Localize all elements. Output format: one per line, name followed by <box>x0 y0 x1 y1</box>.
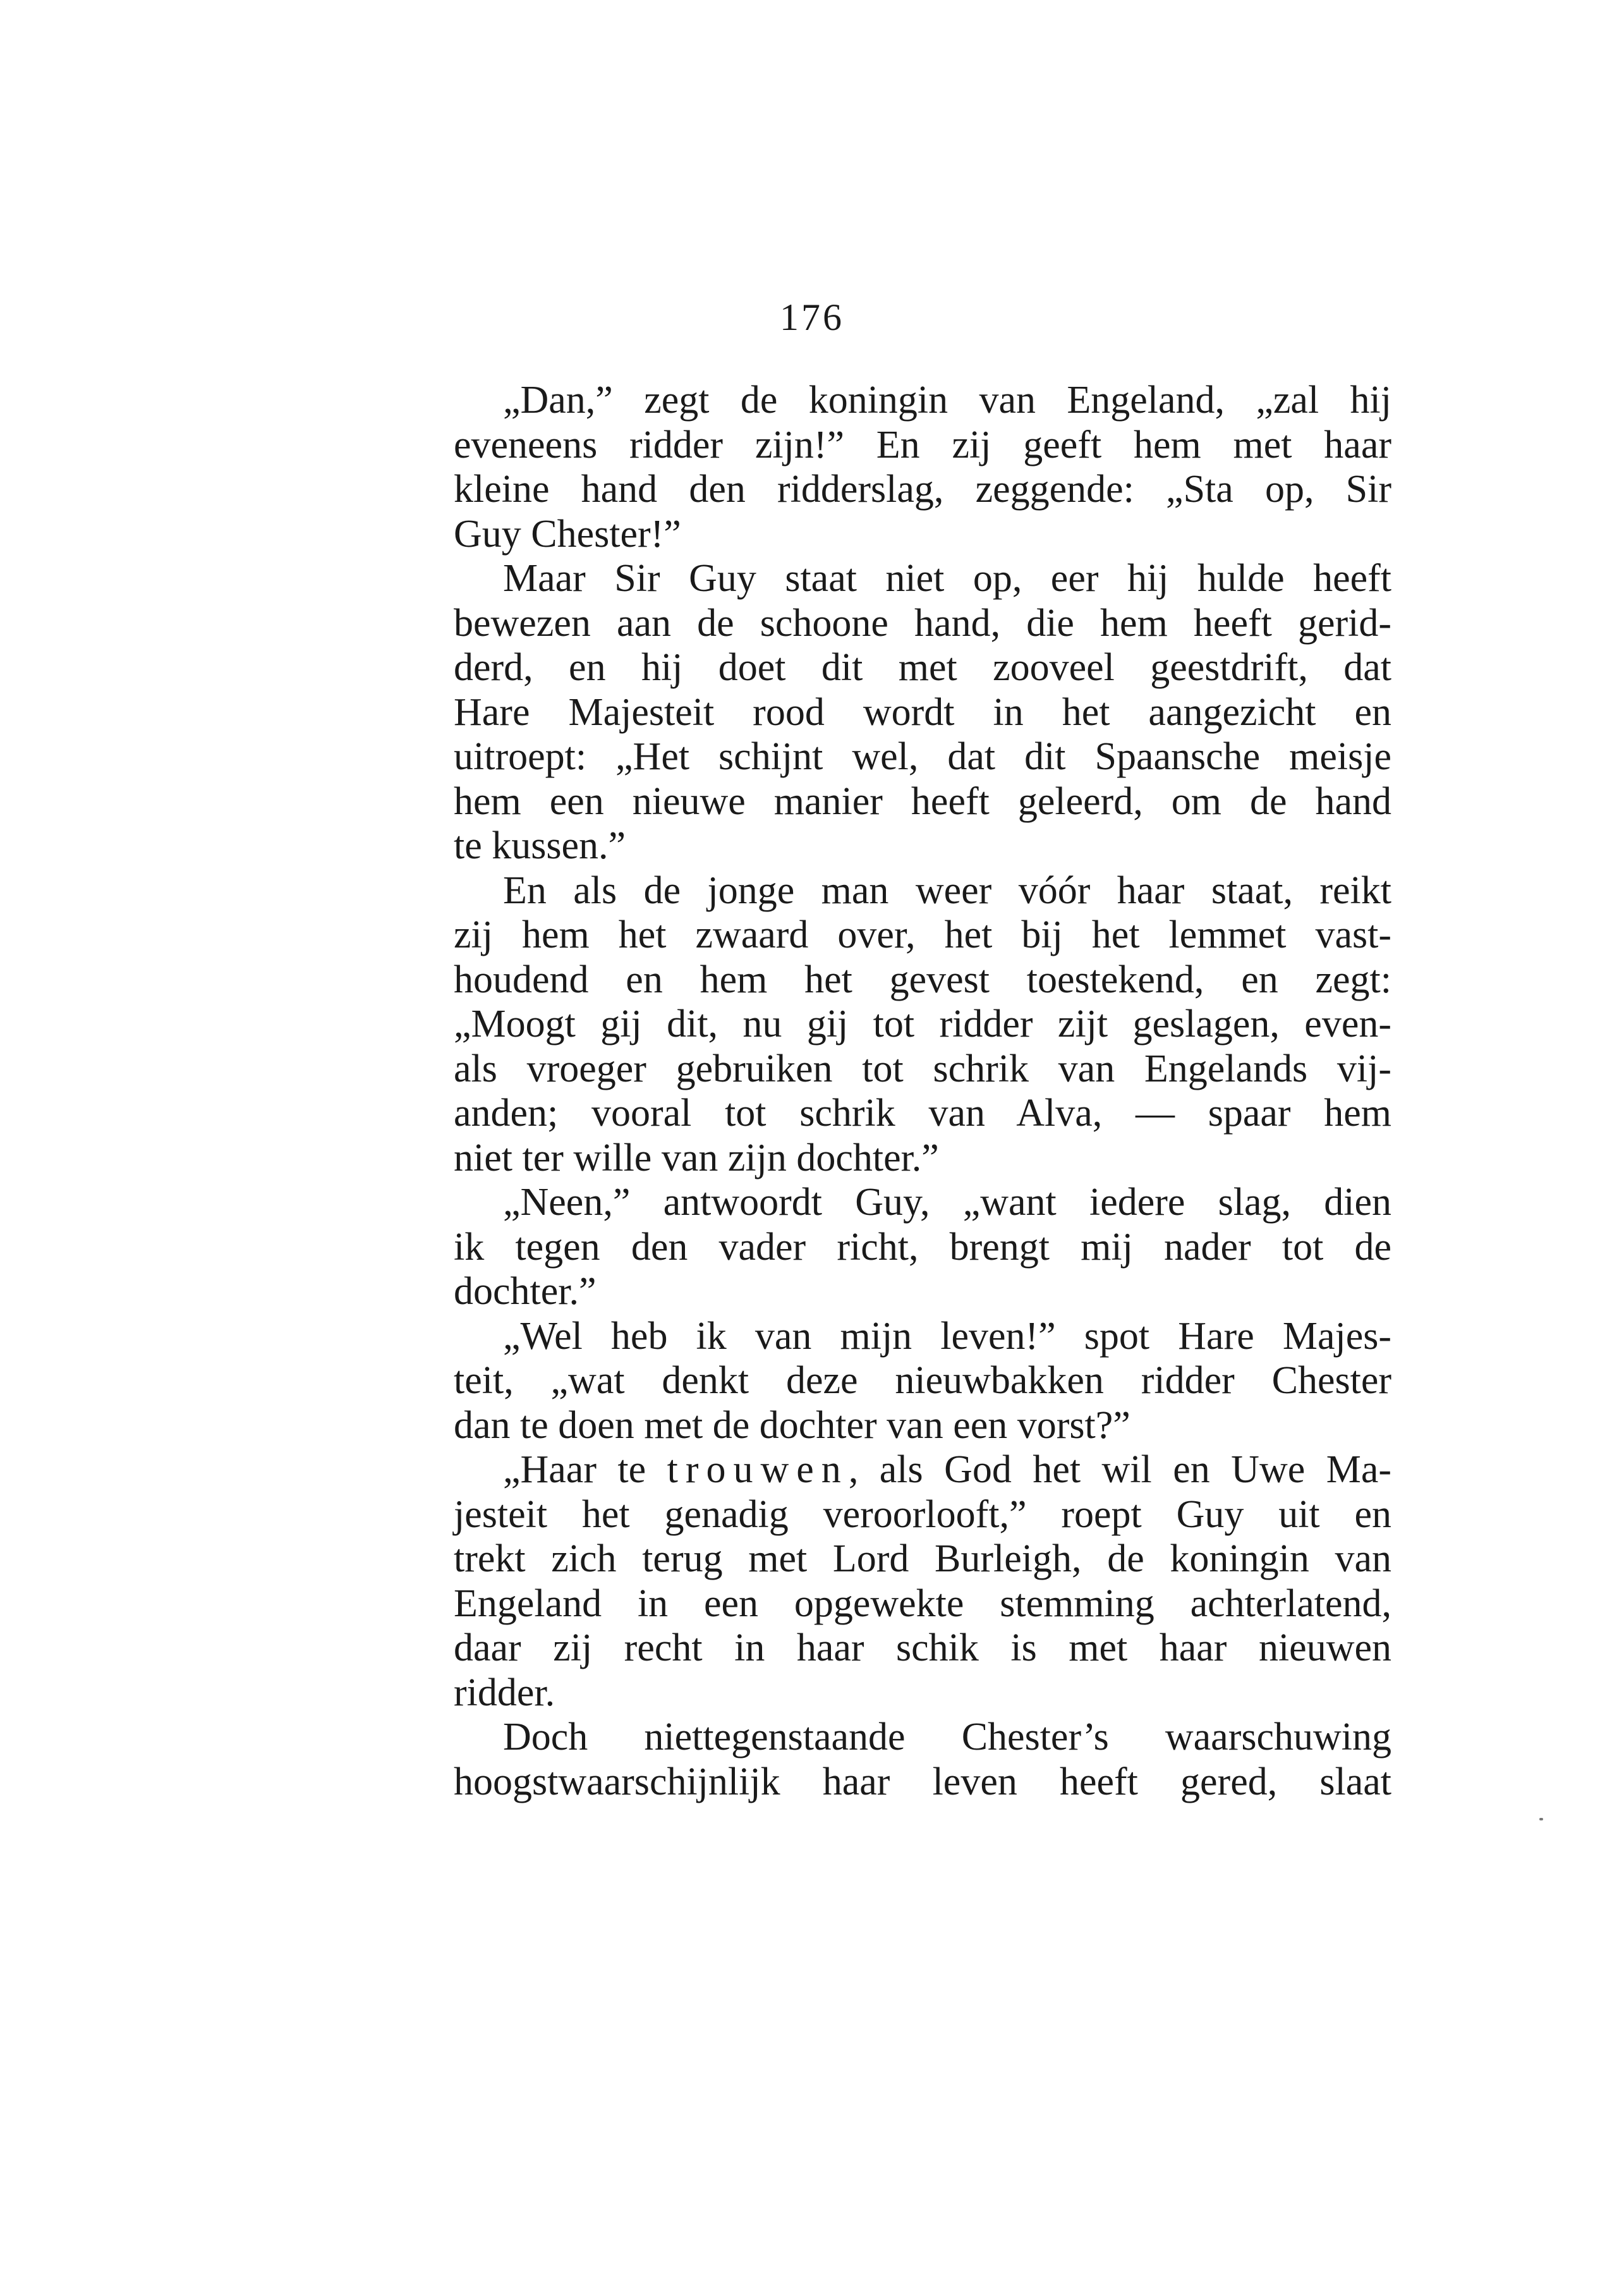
text-line: anden; vooral tot schrik van Alva, — spaar hem <box>454 1092 1391 1135</box>
text-line: te kussen.” <box>454 824 626 867</box>
text-line: trekt zich terug met Lord Burleigh, de koningin van <box>454 1537 1391 1580</box>
text-line: houdend en hem het gevest toestekend, en zegt: <box>454 958 1391 1001</box>
text-line: zij hem het zwaard over, het bij het lemmet vast- <box>454 913 1391 956</box>
text-line: dochter.” <box>454 1270 597 1313</box>
text-line: „Neen,” antwoordt Guy, „want iedere slag, dien <box>503 1181 1391 1224</box>
text-line: uitroept: „Het schijnt wel, dat dit Spaansche meisje <box>454 735 1391 778</box>
text-line: teit, „wat denkt deze nieuwbakken ridder Chester <box>454 1359 1391 1402</box>
text-line: eveneens ridder zijn!” En zij geeft hem met haar <box>454 423 1391 466</box>
text-line: bewezen aan de schoone hand, die hem heeft gerid- <box>454 601 1391 645</box>
text-line: jesteit het genadig veroorlooft,” roept Guy uit en <box>454 1492 1391 1536</box>
text-line: Hare Majesteit rood wordt in het aangezicht en <box>454 690 1391 734</box>
paper-speck <box>1539 1818 1543 1820</box>
text-segment: , als God het wil en Uwe Ma- <box>848 1448 1391 1491</box>
text-line: ridder. <box>454 1671 555 1714</box>
emphasized-word: trouwen <box>667 1448 849 1491</box>
text-line <box>454 1447 1391 1492</box>
text-line: niet ter wille van zijn dochter.” <box>454 1136 939 1179</box>
text-line: „Moogt gij dit, nu gij tot ridder zijt geslagen, even- <box>454 1002 1391 1045</box>
text-line: Maar Sir Guy staat niet op, eer hij hulde heeft <box>503 557 1391 600</box>
text-line: Guy Chester!” <box>454 512 681 556</box>
text-line: hoogstwaarschijnlijk haar leven heeft gered, slaat <box>454 1760 1391 1803</box>
text-line: kleine hand den ridderslag, zeggende: „Sta op, Sir <box>454 468 1391 511</box>
text-line: Engeland in een opgewekte stemming achterlatend, <box>454 1581 1391 1625</box>
text-line: als vroeger gebruiken tot schrik van Engelands vij- <box>454 1047 1391 1090</box>
text-line: Doch niettegenstaande Chester’s waarschuwing <box>503 1715 1391 1758</box>
text-line: daar zij recht in haar schik is met haar nieuwen <box>454 1626 1391 1669</box>
text-line: „Dan,” zegt de koningin van Engeland, „zal hij <box>503 379 1391 422</box>
text-segment: „Haar te <box>503 1448 667 1491</box>
text-line: derd, en hij doet dit met zooveel geestdrift, dat <box>454 646 1391 689</box>
text-line: En als de jonge man weer vóór haar staat, reikt <box>503 868 1391 912</box>
body-text <box>454 378 1391 1804</box>
page-number: 176 <box>780 296 844 338</box>
text-line: „Wel heb ik van mijn leven!” spot Hare Majes- <box>503 1314 1391 1358</box>
text-line: hem een nieuwe manier heeft geleerd, om de hand <box>454 779 1391 823</box>
text-line: dan te doen met de dochter van een vorst?” <box>454 1403 1130 1447</box>
text-line: ik tegen den vader richt, brengt mij nader tot de <box>454 1225 1391 1269</box>
